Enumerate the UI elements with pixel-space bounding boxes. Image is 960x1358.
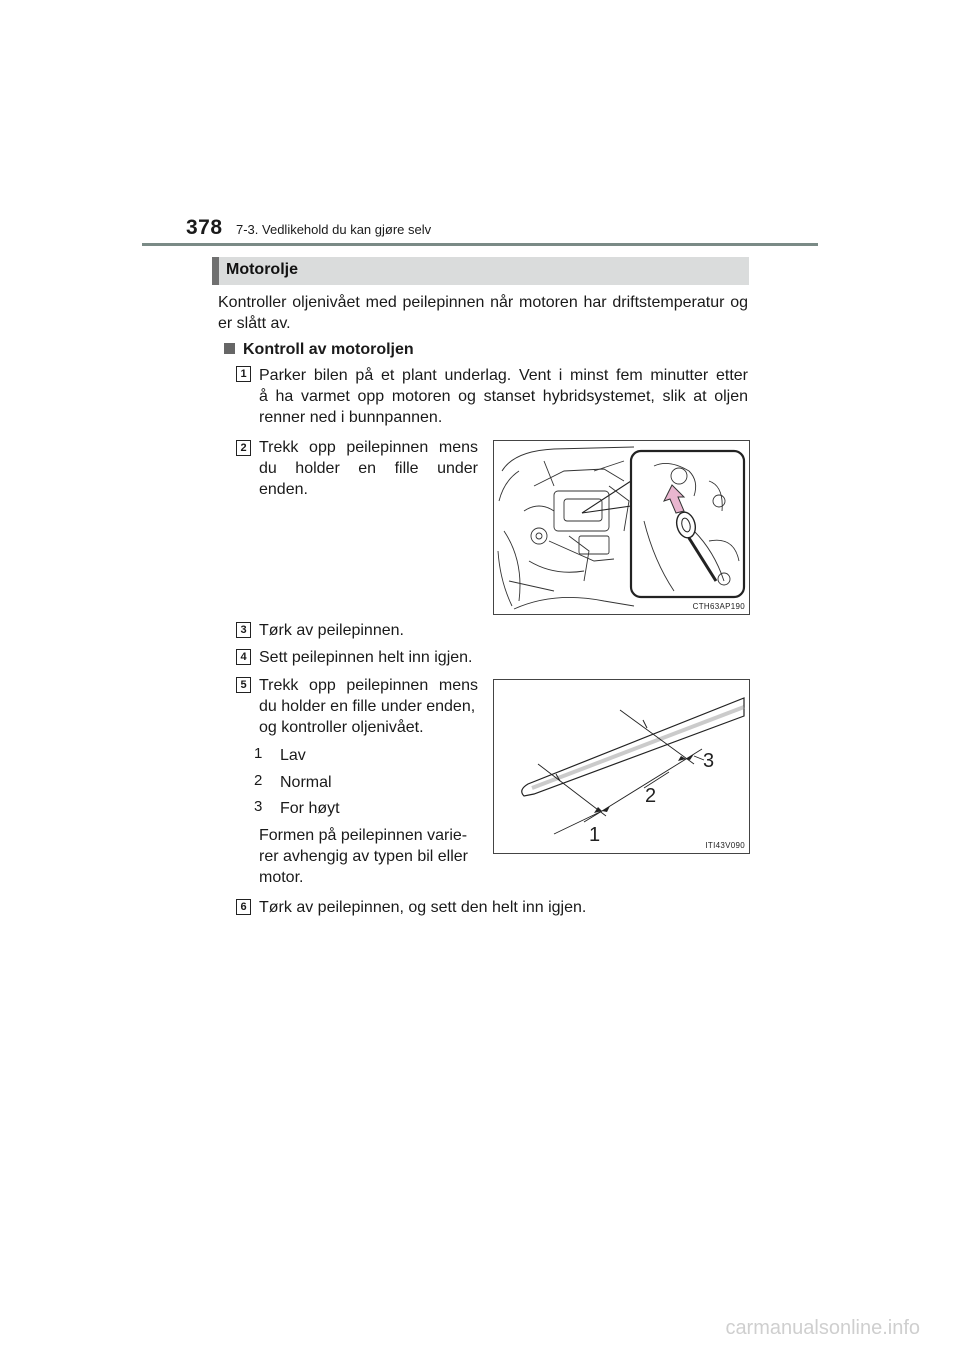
step-3-text: Tørk av peilepinnen. — [259, 622, 404, 639]
step-2-line-3: enden. — [259, 481, 308, 498]
watermark: carmanualsonline.info — [725, 1317, 920, 1339]
step-number-5: 5 — [236, 677, 251, 693]
running-header: 7-3. Vedlikehold du kan gjøre selv — [236, 222, 432, 237]
step-number-3: 3 — [236, 622, 251, 638]
step-number-1: 1 — [236, 366, 251, 382]
callout-2: 2 — [645, 785, 657, 807]
callout-3: 3 — [703, 750, 715, 772]
figure-code: CTH63AP190 — [692, 602, 745, 611]
engine-bay-figure — [493, 440, 750, 615]
step-number-6: 6 — [236, 899, 251, 915]
figure-code: ITI43V090 — [705, 841, 745, 850]
step-5-line-3: og kontroller oljenivået. — [259, 719, 424, 736]
level-number-3: 3 — [254, 798, 263, 815]
note-line-3: motor. — [259, 869, 304, 886]
level-number-2: 2 — [254, 772, 263, 789]
header-rule — [142, 243, 818, 246]
step-number-4: 4 — [236, 649, 251, 665]
step-number-2: 2 — [236, 440, 251, 456]
subheading — [224, 339, 414, 360]
intro-paragraph: Kontroller oljenivået med peilepinnen når motoren har driftstemperatur og er slått av. — [218, 294, 748, 332]
level-too-high: For høyt — [280, 800, 340, 817]
step-5-line-1: Trekk opp peilepinnen mens — [259, 677, 478, 694]
section-title: Motorolje — [226, 261, 298, 278]
dipstick-illustration — [494, 680, 749, 853]
step-5-line-2: du holder en fille under enden, — [259, 698, 476, 715]
step-1-line-2: å ha varmet opp motoren og stanset hybridsystemet, slik at oljen — [259, 388, 748, 405]
level-number-1: 1 — [254, 745, 263, 762]
step-6-text: Tørk av peilepinnen, og sett den helt inn igjen. — [259, 899, 587, 916]
step-1-line-1: Parker bilen på et plant underlag. Vent i minst fem minutter etter — [259, 367, 748, 384]
level-normal: Normal — [280, 774, 332, 791]
subheading-text: Kontroll av motoroljen — [243, 341, 414, 358]
step-2-line-1: Trekk opp peilepinnen mens — [259, 439, 478, 456]
step-4-text: Sett peilepinnen helt inn igjen. — [259, 649, 473, 666]
section-title-bar — [212, 257, 749, 285]
note-line-2: rer avhengig av typen bil eller — [259, 848, 469, 865]
section-marker — [212, 257, 219, 285]
level-low: Lav — [280, 747, 306, 764]
step-1-line-3: renner ned i bunnpannen. — [259, 409, 443, 426]
page-number: 378 — [186, 216, 223, 239]
dipstick-figure — [493, 679, 750, 854]
step-2-line-2: du holder en fille under — [259, 460, 478, 477]
callout-1: 1 — [589, 824, 601, 846]
square-bullet-icon — [224, 343, 235, 354]
engine-bay-illustration — [494, 441, 749, 614]
note-line-1: Formen på peilepinnen varie- — [259, 827, 468, 844]
